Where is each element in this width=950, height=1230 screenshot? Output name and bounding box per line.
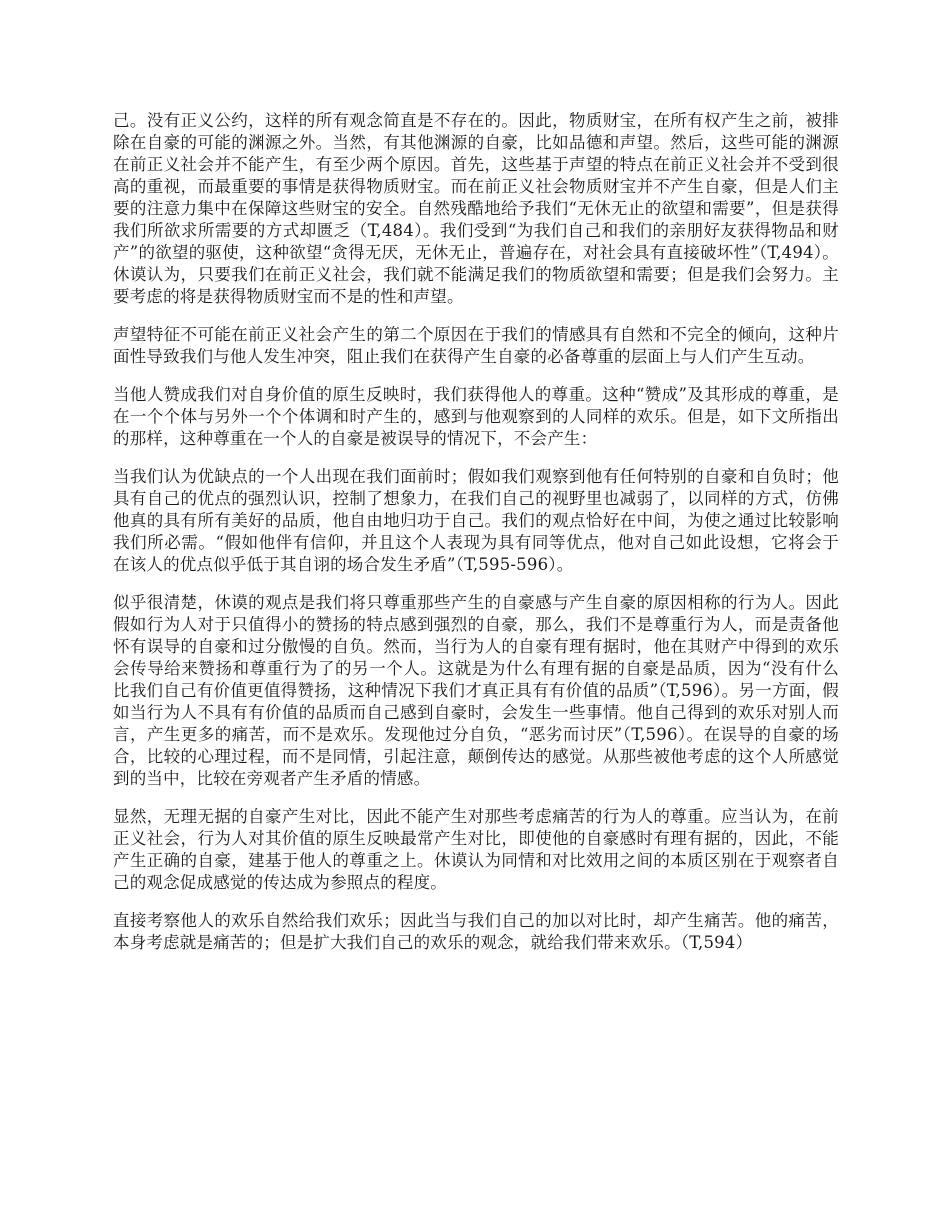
paragraph: 直接考察他人的欢乐自然给我们欢乐；因此当与我们自己的加以对比时，却产生痛苦。他的痛苦，本身考虑就是痛苦的；但是扩大我们自己的欢乐的观念，就给我们带来欢乐。（T,594）: [113, 911, 839, 952]
paragraph: 似乎很清楚，休谟的观点是我们将只尊重那些产生的自豪感与产生自豪的原因相称的行为人。因此假如行为人对于只值得小的赞扬的特点感到强烈的自豪，那么，我们不是尊重行为人，而是责备他怀有误导的自豪和过分傲慢的自负。然而，当行为人的自豪有理有据时，他在其财产中得到的欢乐会传导给来赞扬和尊重行为了的另一个人。这就是为什么有理有据的自豪是品质，因为“没有什么比我们自己有价值更值得赞扬，这种情况下我们才真正具有有价值的品质”（T,596）。另一方面，假如当行为人不具有有价值的品质而自己感到自豪时，会发生一些事情。他自己得到的欢乐对别人而言，产生更多的痛苦，而不是欢乐。发现他过分自负，“恶劣而讨厌”（T,596）。在误导的自豪的场合，比较的心理过程，而不是同情，引起注意，颠倒传达的感觉。从那些被他考虑的这个人所感觉到的当中，比较在旁观者产生矛盾的情感。: [113, 593, 839, 788]
paragraph: 声望特征不可能在前正义社会产生的第二个原因在于我们的情感具有自然和不完全的倾向，这种片面性导致我们与他人发生冲突，阻止我们在获得产生自豪的必备尊重的层面上与人们产生互动。: [113, 325, 839, 366]
paragraph: 当他人赞成我们对自身价值的原生反映时，我们获得他人的尊重。这种“赞成”及其形成的尊重，是在一个个体与另外一个个体调和时产生的，感到与他观察到的人同样的欢乐。但是，如下文所指出的那样，这种尊重在一个人的自豪是被误导的情况下，不会产生：: [113, 385, 839, 448]
paragraph: 当我们认为优缺点的一个人出现在我们面前时；假如我们观察到他有任何特别的自豪和自负时；他具有自己的优点的强烈认识，控制了想象力，在我们自己的视野里也减弱了，以同样的方式，仿佛他真的具有所有美好的品质，他自由地归功于自己。我们的观点恰好在中间，为使之通过比较影响我们所必需。“假如他伴有信仰，并且这个人表现为具有同等优点，他对自己如此设想，它将会于在该人的优点似乎低于其自诩的场合发生矛盾”（T,595-596）。: [113, 467, 839, 574]
paragraph: 己。没有正义公约，这样的所有观念简直是不存在的。因此，物质财宝，在所有权产生之前，被排除在自豪的可能的渊源之外。当然，有其他渊源的自豪，比如品德和声望。然后，这些可能的渊源在前正义社会并不能产生，有至少两个原因。首先，这些基于声望的特点在前正义社会并不受到很高的重视，而最重要的事情是获得物质财宝。而在前正义社会物质财宝并不产生自豪，但是人们主要的注意力集中在保障这些财宝的安全。自然残酷地给予我们“无休无止的欲望和需要”，但是获得我们所欲求所需要的方式却匮乏（T,484）。我们受到“为我们自己和我们的亲朋好友获得物品和财产”的欲望的驱使，这种欲望“贪得无厌，无休无止，普遍存在，对社会具有直接破坏性”（T,494）。休谟认为，只要我们在前正义社会，我们就不能满足我们的物质欲望和需要；但是我们会努力。主要考虑的将是获得物质财宝而不是的性和声望。: [113, 111, 839, 306]
paragraph: 显然，无理无据的自豪产生对比，因此不能产生对那些考虑痛苦的行为人的尊重。应当认为，在前正义社会，行为人对其价值的原生反映最常产生对比，即使他的自豪感时有理有据的，因此，不能产生正确的自豪，建基于他人的尊重之上。休谟认为同情和对比效用之间的本质区别在于观察者自己的观念促成感觉的传达成为参照点的程度。: [113, 807, 839, 892]
document-body: [113, 110, 839, 970]
